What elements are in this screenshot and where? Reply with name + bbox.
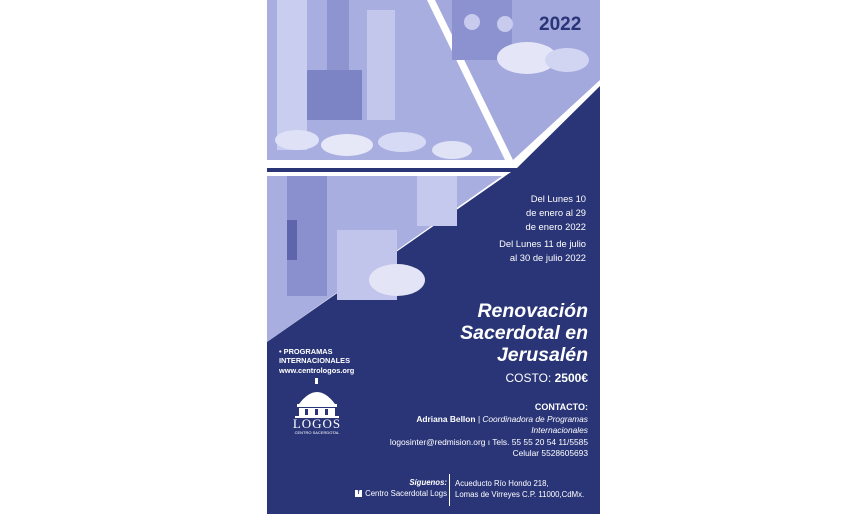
programs-line: INTERNACIONALES (279, 356, 351, 365)
contact-cell[interactable]: Celular 5528605693 (512, 448, 588, 458)
poster (267, 0, 600, 514)
contact-role2: Internacionales (531, 425, 588, 435)
address-line-1: Acueducto Río Hondo 218, (455, 479, 549, 488)
programs-line: • PROGRAMAS (279, 347, 333, 356)
program-title (460, 300, 588, 366)
date-line: Del Lunes 11 de julio (499, 238, 586, 249)
title-line: Jerusalén (496, 344, 588, 366)
contact-name-line (416, 414, 588, 425)
address-line-2: Lomas de Virreyes C.P. 11000,CdMx. (455, 490, 585, 499)
contact-email-phone[interactable]: logosinter@redmision.org ı Tels. 55 55 20 54 11/5585 (389, 437, 588, 447)
contact-role-continued (531, 425, 588, 436)
date-line: de enero al 29 (526, 207, 586, 218)
logo-wordmark: LOGOS (292, 416, 342, 431)
year-label: 2022 (539, 14, 582, 35)
facebook-page-link[interactable]: Centro Sacerdotal Logs (365, 489, 447, 498)
cost-line (505, 371, 588, 385)
address-block (455, 478, 584, 500)
contact-name: Adriana Bellon (416, 414, 476, 424)
follow-label: Síguenos: (409, 478, 447, 487)
cost-value: 2500€ (554, 371, 588, 385)
follow-block (267, 478, 447, 498)
footer-divider (449, 474, 450, 506)
website-link[interactable]: www.centrologos.org (279, 366, 355, 375)
cost-label: COSTO: (505, 371, 552, 385)
title-line: Sacerdotal en (460, 322, 588, 344)
logo-subtitle: CENTRO SACERDOTAL (294, 430, 340, 435)
date-line: al 30 de julio 2022 (509, 252, 586, 263)
dates-january (526, 192, 586, 234)
facebook-icon: f (355, 490, 362, 497)
dates-july (499, 237, 586, 265)
logos-logo (285, 378, 349, 438)
programs-heading (279, 347, 350, 365)
date-line: de enero 2022 (525, 221, 586, 232)
date-line: Del Lunes 10 (530, 193, 586, 204)
contact-heading: CONTACTO: (534, 402, 588, 412)
contact-role: | Coordinadora de Programas (477, 414, 588, 424)
title-line: Renovación (477, 300, 588, 322)
